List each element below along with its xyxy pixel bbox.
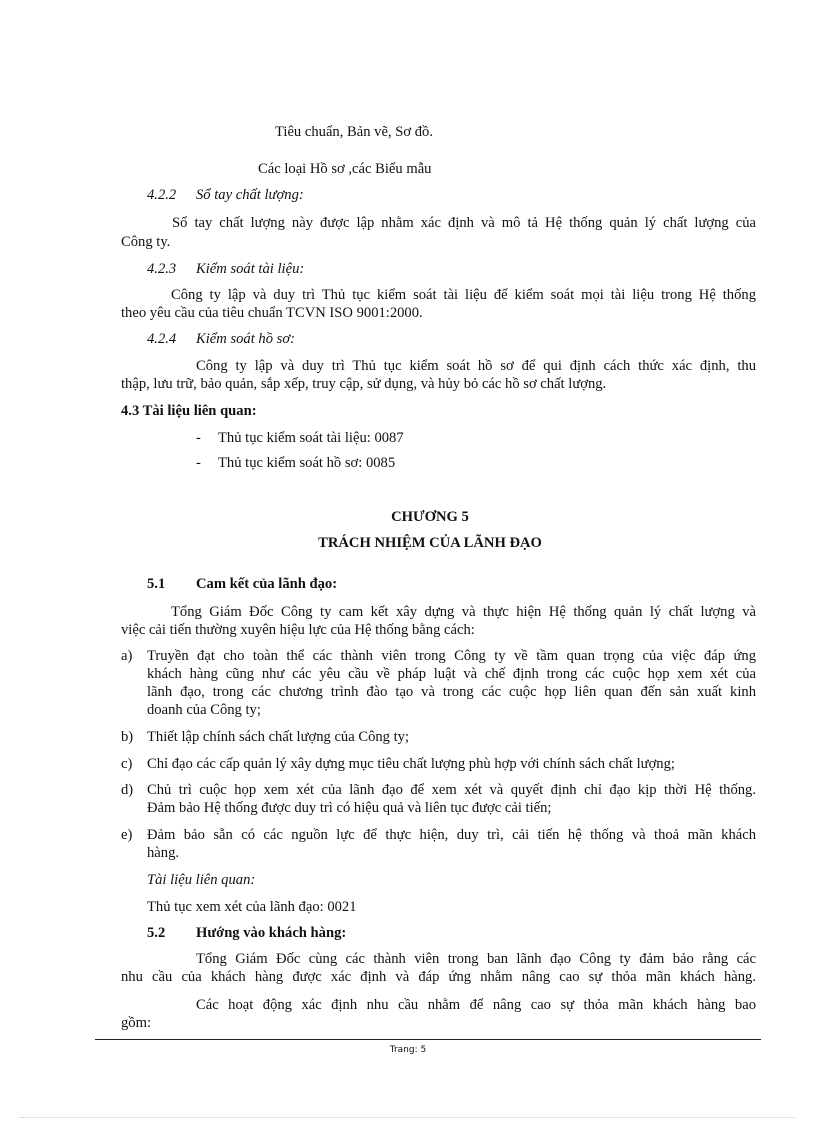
related-docs-label: Tài liệu liên quan:: [147, 872, 256, 888]
list-item-line: doanh của Công ty;: [147, 702, 261, 718]
chapter-number: CHƯƠNG 5: [391, 509, 469, 525]
list-item: Thủ tục kiểm soát hồ sơ: 0085: [218, 455, 396, 471]
section-title: Kiểm soát hồ sơ:: [196, 331, 295, 347]
list-item-line: Thiết lập chính sách chất lượng của Công ty;: [147, 729, 410, 745]
page-boundary: [20, 1117, 796, 1118]
paragraph-line: Tổng Giám Đốc cùng các thành viên trong ban lãnh đạo Công ty đảm bảo rằng các: [196, 951, 756, 967]
list-label: a): [121, 648, 133, 664]
list-label: b): [121, 729, 134, 745]
list-item-line: Đảm bảo Hệ thống được duy trì có hiệu quả và liên tục được cải tiến;: [147, 800, 552, 816]
paragraph-line: việc cải tiến thường xuyên hiệu lực của Hệ thống bằng cách:: [121, 622, 475, 638]
page-number: Trang: 5: [389, 1045, 427, 1055]
list-item-line: lãnh đạo, trong các chương trình đào tạo và trong các cuộc họp liên quan đến sản xuất kinh: [147, 684, 756, 700]
list-item-line: khách hàng cũng như các yêu cầu về pháp luật và chế định trong các cuộc họp xem xét của: [147, 666, 756, 682]
list-label: e): [121, 827, 133, 843]
footer-divider: [95, 1039, 761, 1040]
list-bullet: -: [196, 455, 201, 471]
section-title: Kiểm soát tài liệu:: [196, 261, 305, 277]
list-item-line: Chỉ đạo các cấp quản lý xây dựng mục tiêu chất lượng phù hợp với chính sách chất lượng;: [147, 756, 675, 772]
list-item-line: Truyền đạt cho toàn thể các thành viên trong Công ty về tầm quan trọng của việc đáp ứng: [147, 648, 756, 664]
paragraph-line: Sổ tay chất lượng này được lập nhằm xác định và mô tả Hệ thống quản lý chất lượng của: [172, 215, 756, 231]
list-item-line: Chủ trì cuộc họp xem xét của lãnh đạo để xem xét và quyết định chỉ đạo kịp thời Hệ thống.: [147, 782, 756, 798]
paragraph-line: Tổng Giám Đốc Công ty cam kết xây dựng và thực hiện Hệ thống quản lý chất lượng và: [171, 604, 756, 620]
text-line: Tiêu chuẩn, Bản vẽ, Sơ đồ.: [275, 124, 433, 140]
list-label: d): [121, 782, 134, 798]
chapter-title: TRÁCH NHIỆM CỦA LÃNH ĐẠO: [318, 535, 542, 551]
list-bullet: -: [196, 430, 201, 446]
section-number: 5.1: [147, 576, 166, 592]
list-item: Thủ tục kiểm soát tài liệu: 0087: [218, 430, 404, 446]
paragraph-line: Công ty lập và duy trì Thủ tục kiểm soát tài liệu để kiểm soát mọi tài liệu trong Hệ thống: [171, 287, 756, 303]
paragraph-line: thập, lưu trữ, bảo quản, sắp xếp, truy cập, sử dụng, và hủy bỏ các hồ sơ chất lượng.: [121, 376, 607, 392]
section-heading: 4.3 Tài liệu liên quan:: [121, 403, 257, 419]
section-number: 5.2: [147, 925, 166, 941]
section-title: Sổ tay chất lượng:: [196, 187, 304, 203]
list-label: c): [121, 756, 133, 772]
paragraph-line: Công ty lập và duy trì Thủ tục kiểm soát hồ sơ để qui định cách thức xác định, thu: [196, 358, 756, 374]
paragraph-line: Các hoạt động xác định nhu cầu nhằm để nâng cao sự thỏa mãn khách hàng bao: [196, 997, 756, 1013]
section-number: 4.2.2: [147, 187, 177, 203]
text-line: Các loại Hồ sơ ,các Biểu mẫu: [258, 161, 432, 177]
list-item-line: Đảm bảo sẵn có các nguồn lực để thực hiện, duy trì, cải tiến hệ thống và thoả mãn khách: [147, 827, 756, 843]
list-item-line: hàng.: [147, 845, 180, 861]
paragraph-line: nhu cầu của khách hàng được xác định và đáp ứng nhằm nâng cao sự thỏa mãn khách hàng.: [121, 969, 756, 985]
section-number: 4.2.4: [147, 331, 177, 347]
paragraph-line: theo yêu cầu của tiêu chuẩn TCVN ISO 9001:2000.: [121, 305, 423, 321]
paragraph-line: Công ty.: [121, 234, 171, 250]
section-title: Hướng vào khách hàng:: [196, 925, 347, 941]
section-number: 4.2.3: [147, 261, 177, 277]
section-title: Cam kết của lãnh đạo:: [196, 576, 338, 592]
related-doc-item: Thủ tục xem xét của lãnh đạo: 0021: [147, 899, 357, 915]
paragraph-line: gồm:: [121, 1015, 151, 1031]
